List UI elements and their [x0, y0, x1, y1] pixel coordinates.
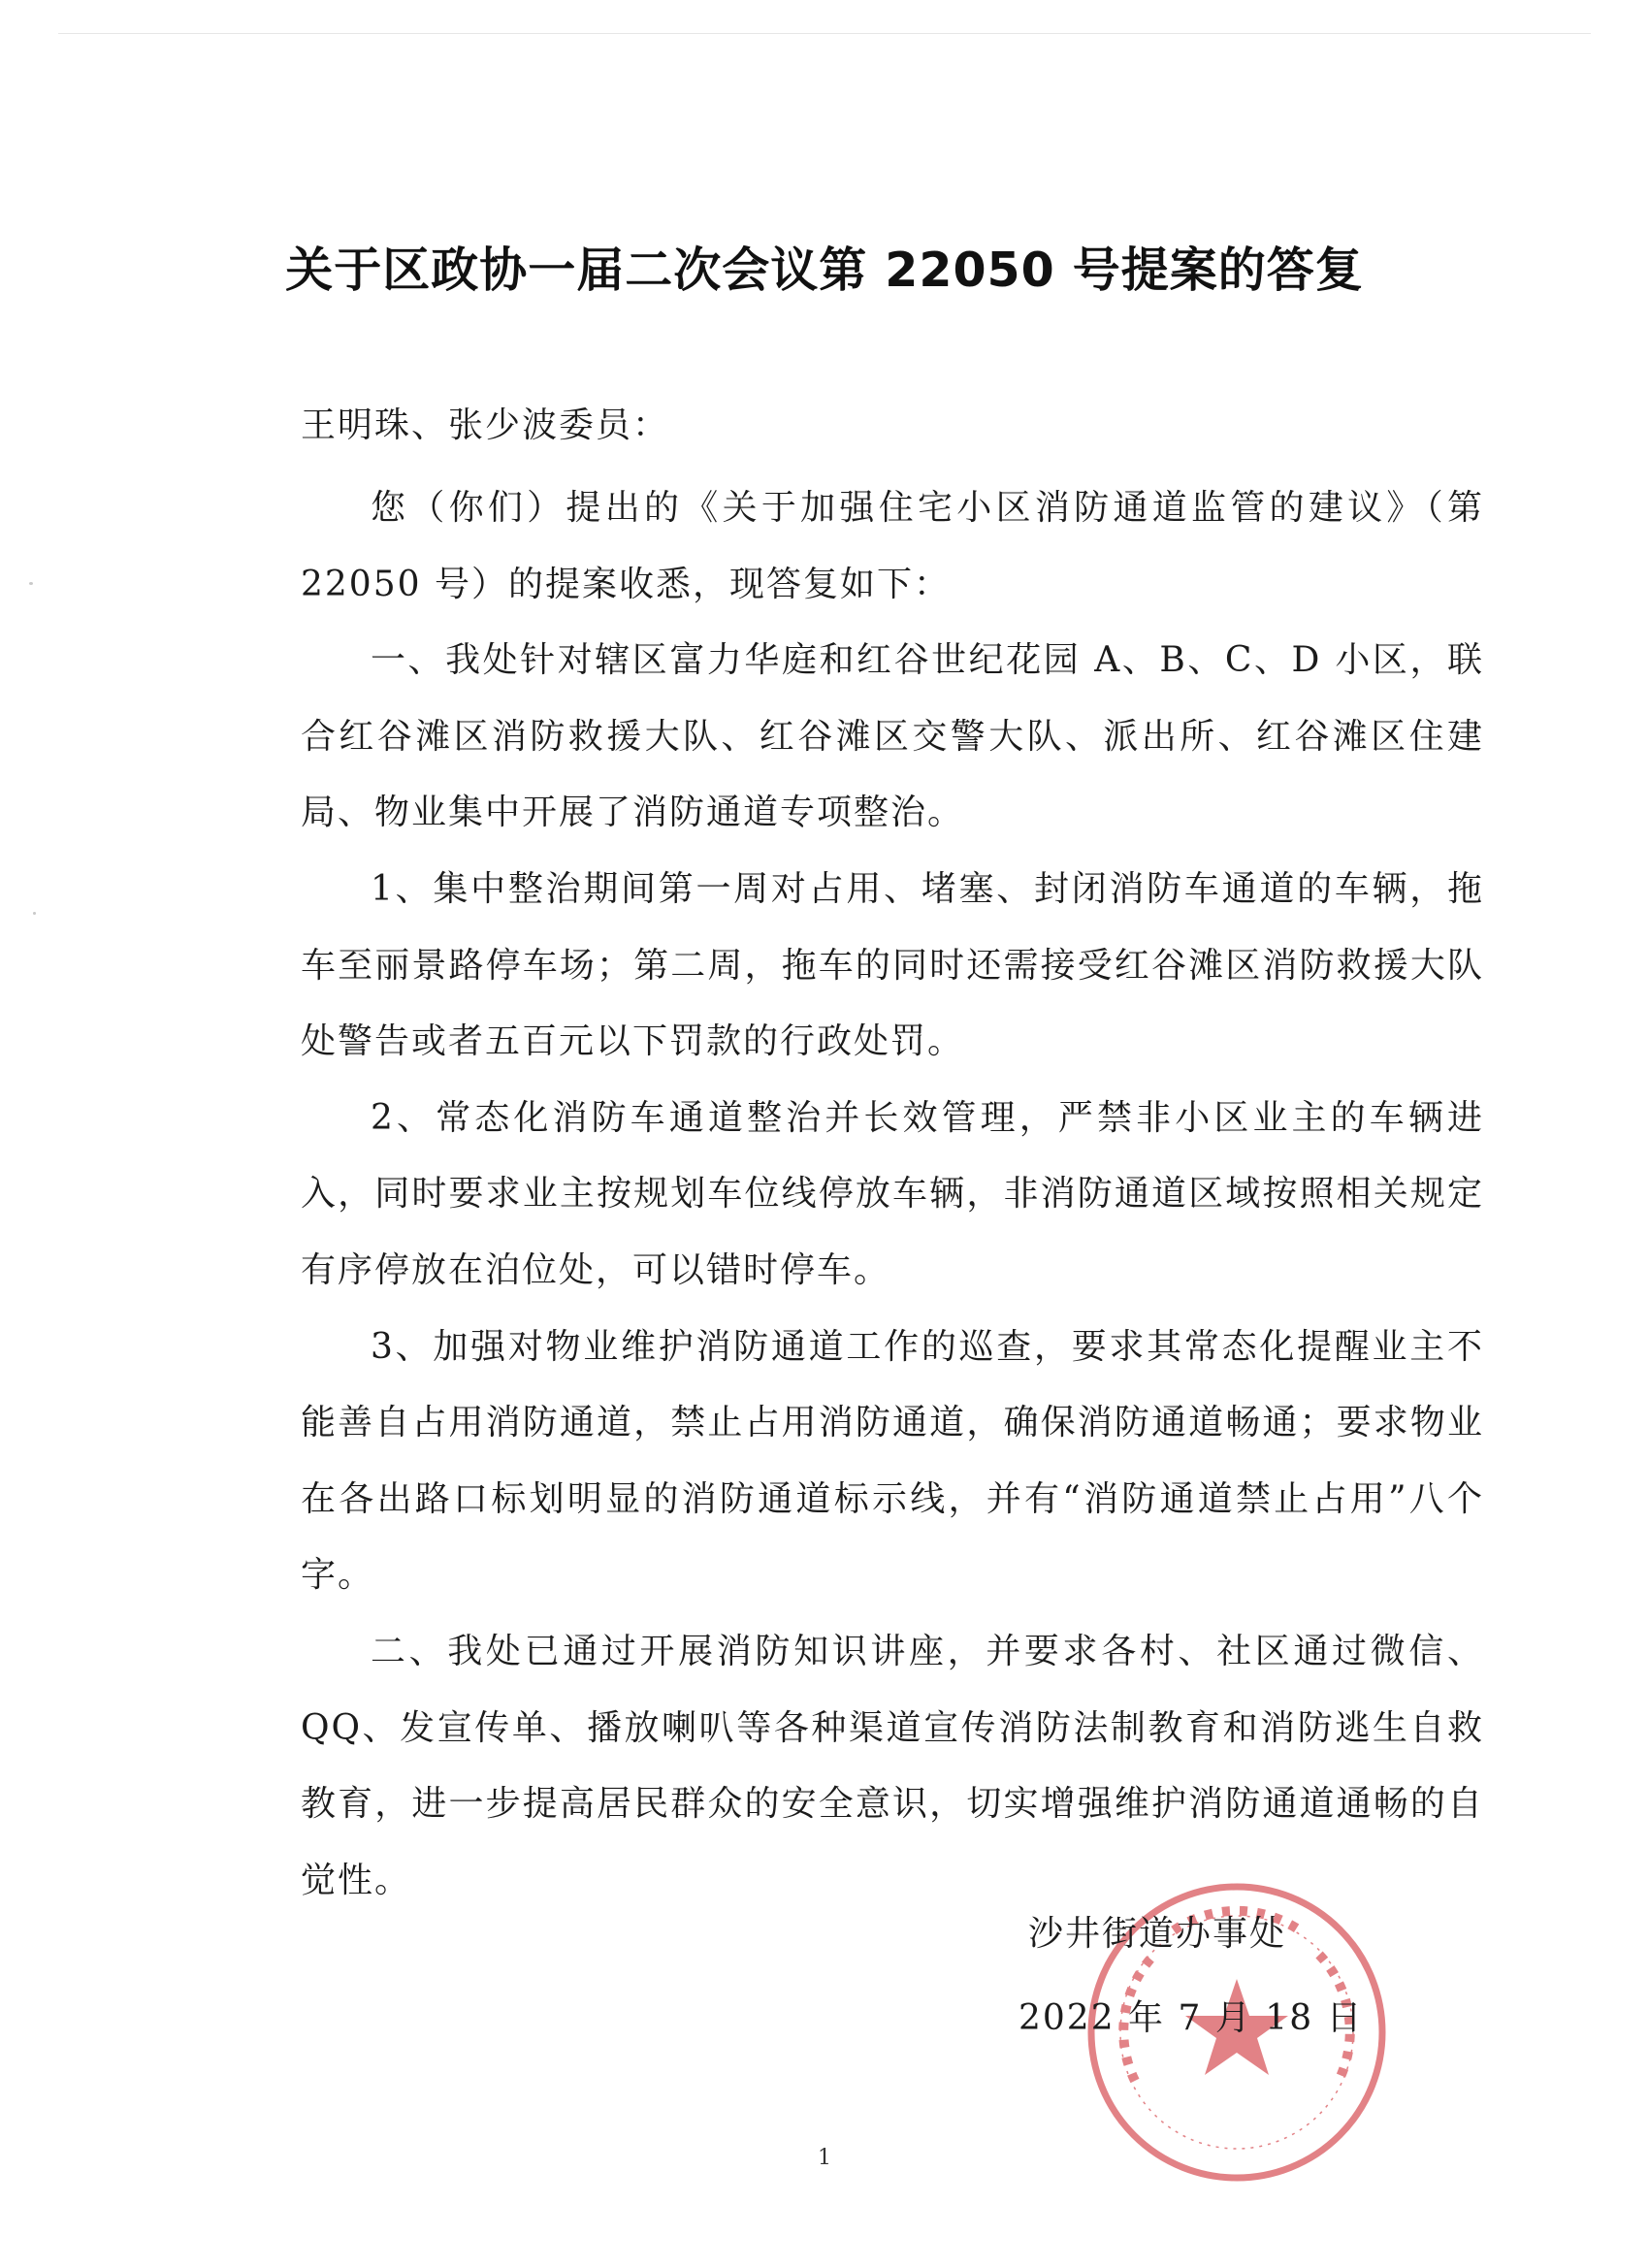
paragraph-section-2: 二、我处已通过开展消防知识讲座，并要求各村、社区通过微信、QQ、发宣传单、播放喇叭等各种渠道宣传消防法制教育和消防逃生自救教育，进一步提高居民群众的安全意识，切实增强维护消防通道通畅的自觉性。 — [301, 1631, 1484, 1900]
paragraph-item-3: 3、加强对物业维护消防通道工作的巡查，要求其常态化提醒业主不能善自占用消防通道，禁止占用消防通道，确保消防通道畅通；要求物业在各出路口标划明显的消防通道标示线，并有“消防通道禁止占用”八个字。 — [301, 1326, 1484, 1596]
paragraph-section-1: 一、我处针对辖区富力华庭和红谷世纪花园 A、B、C、D 小区，联合红谷滩区消防救援大队、红谷滩区交警大队、派出所、红谷滩区住建局、物业集中开展了消防通道专项整治。 — [301, 640, 1484, 833]
signature-organization: 沙井街道办事处 — [1028, 1914, 1287, 1954]
document-body — [301, 470, 1484, 1919]
signature-date: 2022 年 7 月 18 日 — [1018, 1998, 1364, 2038]
page-number: 1 — [818, 2146, 831, 2170]
paragraph-item-2: 2、常态化消防车通道整治并长效管理，严禁非小区业主的车辆进入，同时要求业主按规划车位线停放车辆，非消防通道区域按照相关规定有序停放在泊位处，可以错时停车。 — [301, 1097, 1484, 1290]
paragraph-item-1: 1、集中整治期间第一周对占用、堵塞、封闭消防车通道的车辆，拖车至丽景路停车场；第二周，拖车的同时还需接受红谷滩区消防救援大队处警告或者五百元以下罚款的行政处罚。 — [301, 868, 1484, 1062]
scan-edge-line — [58, 33, 1591, 34]
salutation: 王明珠、张少波委员： — [301, 405, 670, 445]
scan-speck — [33, 912, 36, 915]
document-title: 关于区政协一届二次会议第 22050 号提案的答复 — [285, 243, 1364, 298]
scan-speck — [29, 582, 33, 585]
paragraph-intro: 您（你们）提出的《关于加强住宅小区消防通道监管的建议》（第 22050 号）的提案收悉，现答复如下： — [301, 488, 1484, 604]
